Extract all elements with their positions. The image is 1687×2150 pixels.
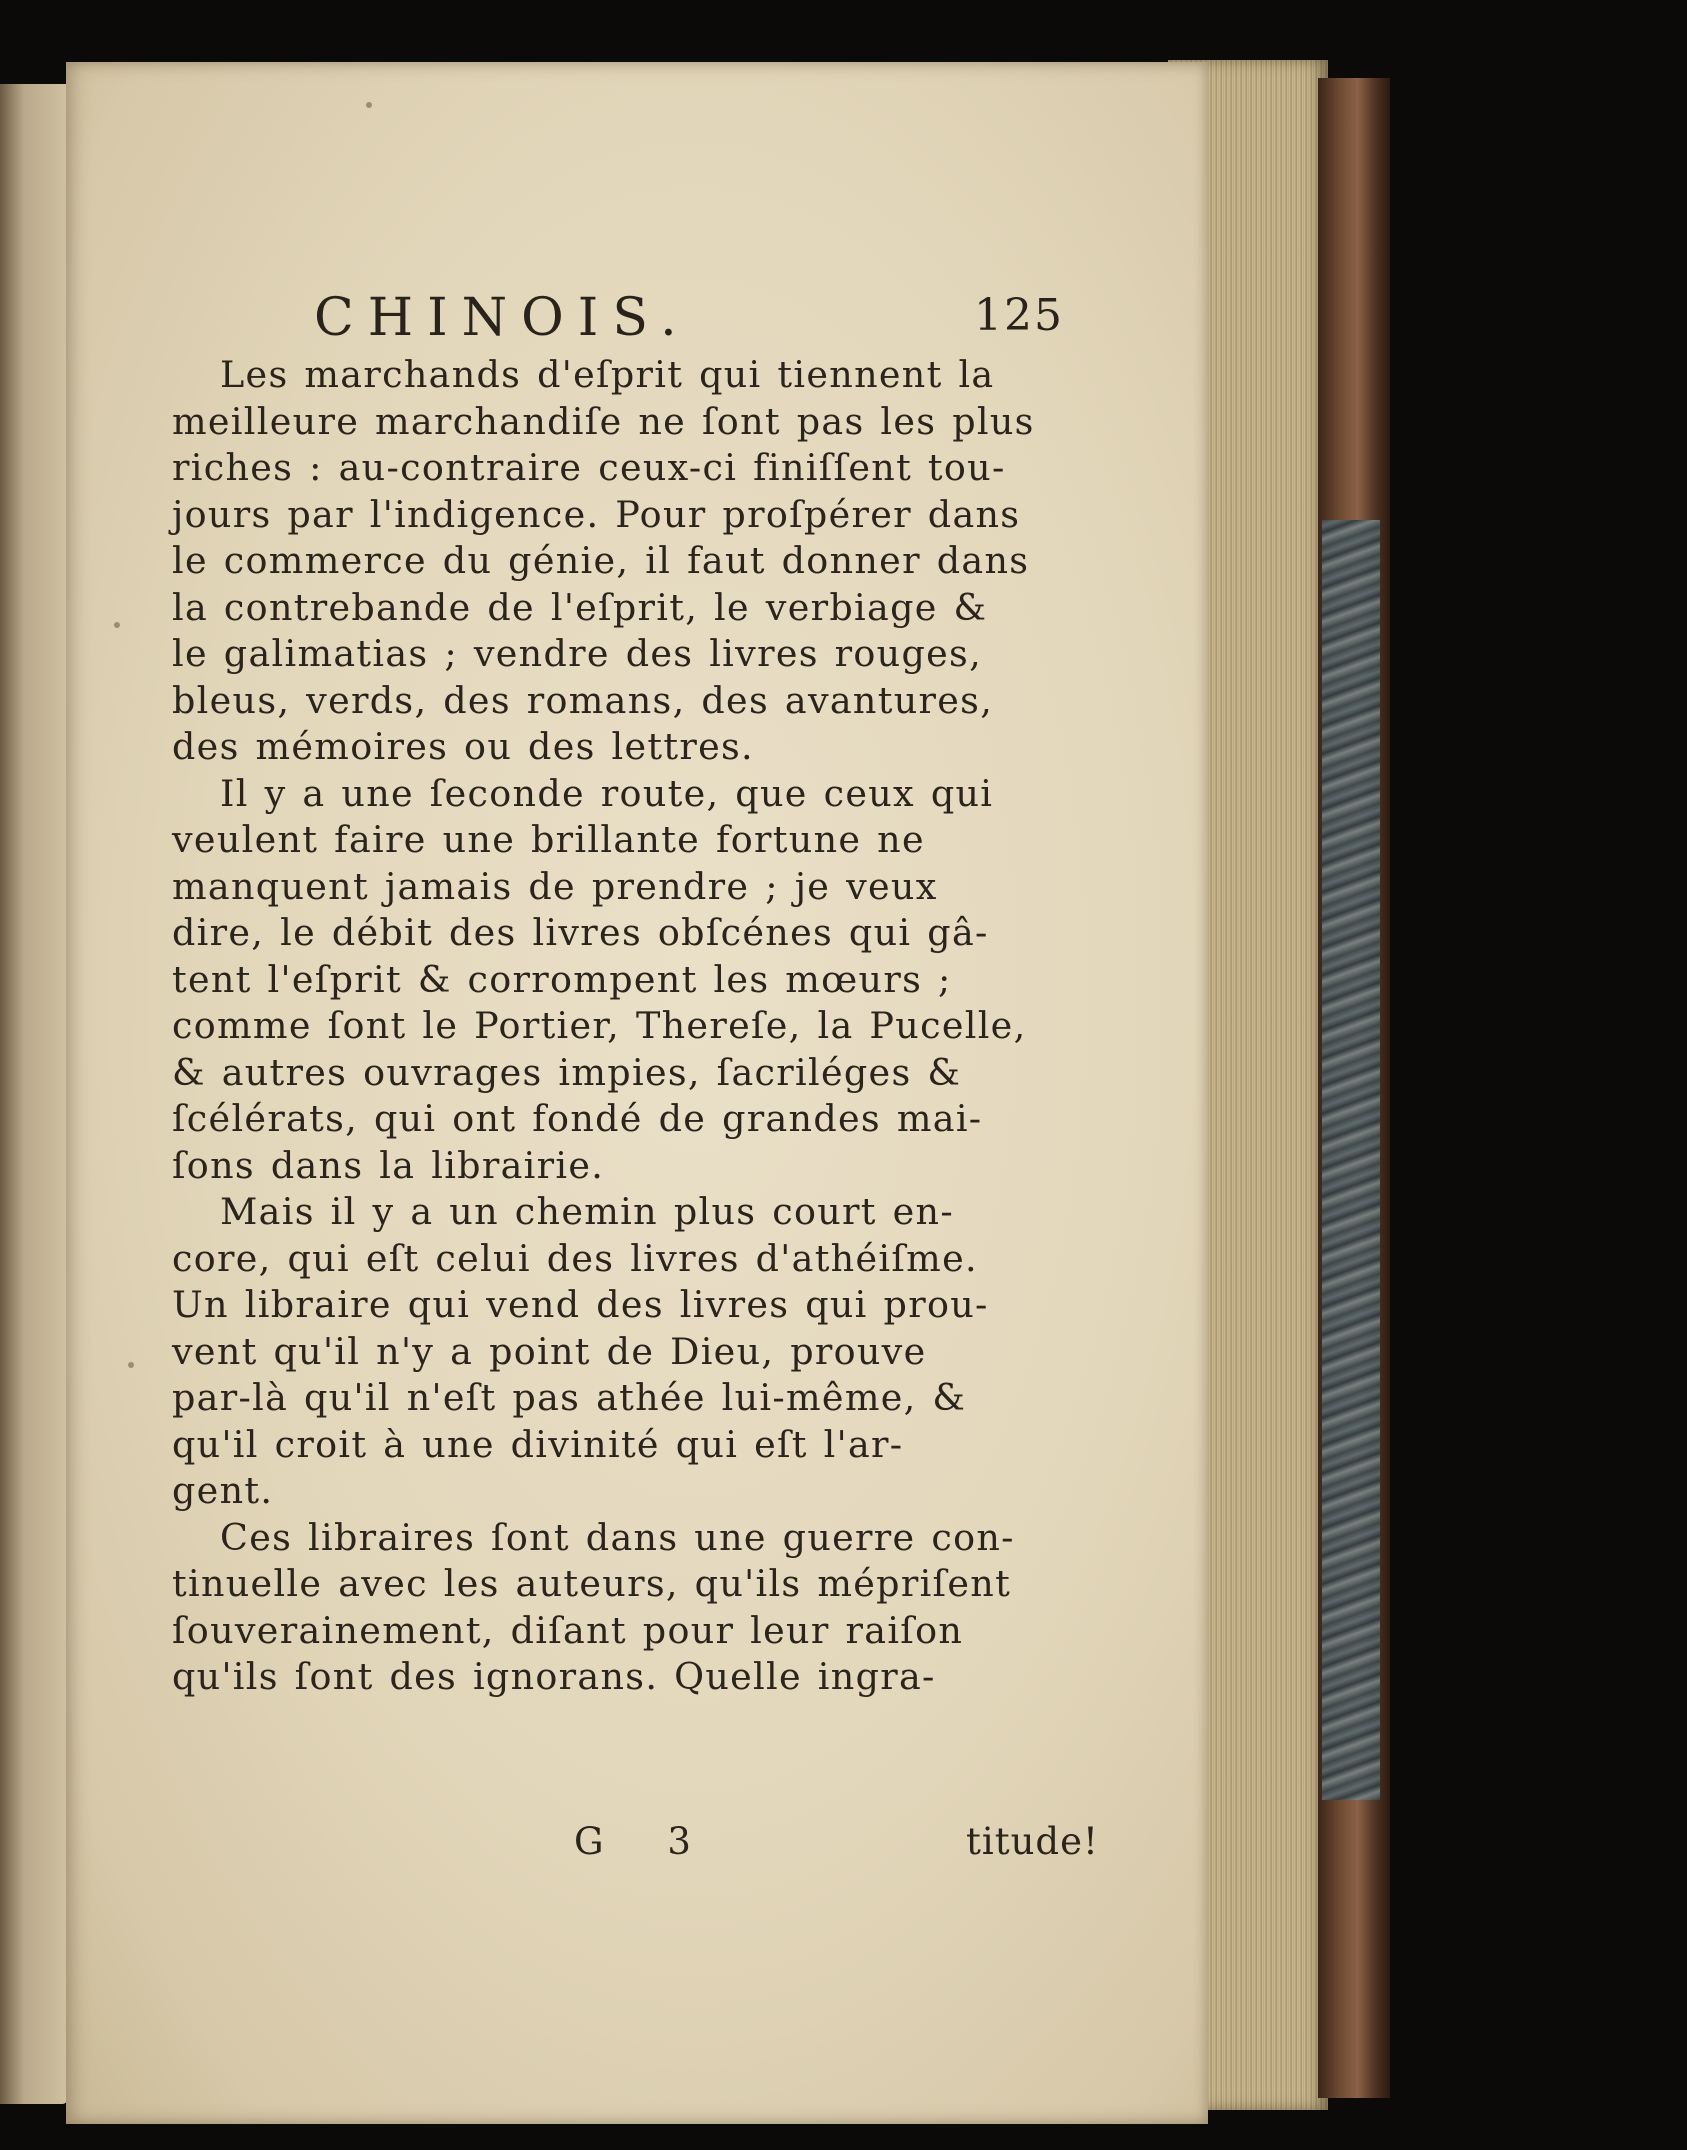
text-line: bleus, verds, des romans, des avantures,: [172, 678, 994, 722]
running-head: [66, 288, 1208, 348]
text-line: des mémoires ou des lettres.: [172, 725, 754, 768]
text-line: jours par l'indigence. Pour proſpérer dans: [172, 492, 1021, 536]
book-page: [66, 62, 1208, 2124]
text-line: Mais il y a un chemin plus court en-: [220, 1190, 955, 1233]
text-line: Les marchands d'eſprit qui tiennent la: [220, 353, 995, 396]
text-line: ſons dans la librairie.: [172, 1143, 605, 1187]
text-line: le commerce du génie, il faut donner dans: [172, 539, 1030, 582]
page-footer: [66, 1820, 1208, 1880]
text-line: Un libraire qui vend des livres qui prou-: [172, 1283, 989, 1326]
text-line: veulent faire une brillante fortune ne: [172, 818, 925, 861]
marbled-board: [1322, 520, 1380, 1800]
text-line: riches : au-contraire ceux-ci finiſſent tou-: [172, 446, 1006, 489]
paper-speck: [128, 1362, 134, 1368]
text-line: dire, le débit des livres obſcénes qui gâ-: [172, 911, 989, 954]
running-title: CHINOIS.: [314, 288, 691, 348]
text-line: core, qui eſt celui des livres d'athéiſme.: [172, 1236, 978, 1280]
text-line: tinuelle avec les auteurs, qu'ils mépriſent: [172, 1562, 1012, 1605]
text-line: par-là qu'il n'eſt pas athée lui-même, &: [172, 1376, 967, 1419]
text-line: meilleure marchandiſe ne ſont pas les plus: [172, 399, 1035, 443]
text-line: qu'ils ſont des ignorans. Quelle ingra-: [172, 1655, 936, 1698]
text-line: ſcélérats, qui ont fondé de grandes mai-: [172, 1097, 983, 1140]
text-line: manquent jamais de prendre ; je veux: [172, 864, 938, 908]
catchword: titude!: [966, 1820, 1099, 1863]
text-line: ſouverainement, diſant pour leur raiſon: [172, 1608, 964, 1652]
text-line: comme ſont le Portier, Thereſe, la Pucelle,: [172, 1004, 1027, 1047]
text-line: qu'il croit à une divinité qui eſt l'ar-: [172, 1422, 904, 1466]
text-line: la contrebande de l'eſprit, le verbiage &: [172, 585, 988, 629]
paper-speck: [114, 622, 120, 628]
body-text: [172, 352, 1182, 1701]
page-number: 125: [974, 290, 1064, 341]
text-line: Il y a une ſeconde route, que ceux qui: [220, 771, 994, 815]
signature-mark: G 3: [574, 1820, 717, 1863]
text-line: tent l'eſprit & corrompent les mœurs ;: [172, 957, 952, 1001]
paper-speck: [366, 102, 372, 108]
facing-page-edge: [0, 84, 68, 2104]
text-line: Ces libraires ſont dans une guerre con-: [220, 1515, 1015, 1559]
text-line: gent.: [172, 1469, 274, 1512]
text-line: vent qu'il n'y a point de Dieu, prouve: [172, 1329, 927, 1373]
text-line: le galimatias ; vendre des livres rouges,: [172, 632, 982, 675]
text-line: & autres ouvrages impies, ſacriléges &: [172, 1050, 962, 1094]
